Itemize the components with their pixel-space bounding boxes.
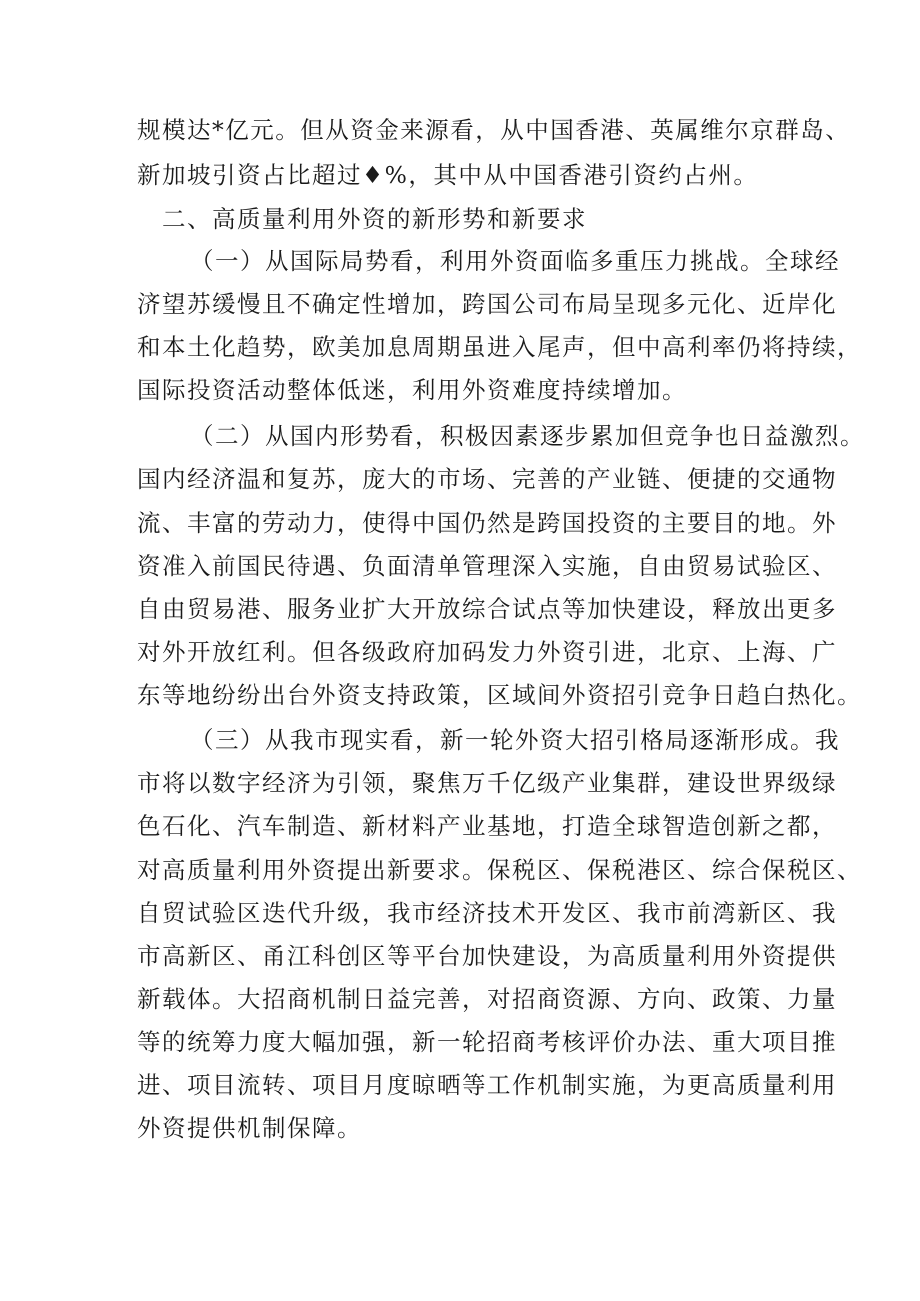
text-line-18: 对高质量利用外资提出新要求。保税区、保税港区、综合保税区、 bbox=[137, 856, 862, 884]
text-line-21: 新载体。大招商机制日益完善，对招商资源、方向、政策、力量 bbox=[137, 985, 837, 1013]
text-line-20: 市高新区、甬江科创区等平台加快建设，为高质量利用外资提供 bbox=[137, 942, 837, 970]
text-line-14: 东等地纷纷出台外资支持政策，区域间外资招引竞争日趋白热化。 bbox=[137, 681, 862, 709]
text-line-6: 和本土化趋势，欧美加息周期虽进入尾声，但中高利率仍将持续， bbox=[137, 333, 862, 361]
text-line-8: （二）从国内形势看，积极因素逐步累加但竞争也日益激烈。 bbox=[190, 422, 865, 450]
text-line-5: 济望苏缓慢且不确定性增加，跨国公司布局呈现多元化、近岸化 bbox=[137, 290, 837, 318]
text-line-2: 新加坡引资占比超过♦%，其中从中国香港引资约占州。 bbox=[137, 161, 759, 189]
text-line-7: 国际投资活动整体低迷，利用外资难度持续增加。 bbox=[137, 376, 687, 404]
text-line-11: 资准入前国民待遇、负面清单管理深入实施，自由贸易试验区、 bbox=[137, 552, 837, 580]
text-line-13: 对外开放红利。但各级政府加码发力外资引进，北京、上海、广 bbox=[137, 638, 837, 666]
text-line-15: （三）从我市现实看，新一轮外资大招引格局逐渐形成。我 bbox=[190, 726, 840, 754]
text-line-9: 国内经济温和复苏，庞大的市场、完善的产业链、便捷的交通物 bbox=[137, 465, 837, 493]
text-line-1: 规模达*亿元。但从资金来源看，从中国香港、英属维尔京群岛、 bbox=[137, 116, 851, 144]
text-line-23: 进、项目流转、项目月度晾晒等工作机制实施，为更高质量利用 bbox=[137, 1071, 837, 1099]
text-line-4: （一）从国际局势看，利用外资面临多重压力挑战。全球经 bbox=[190, 247, 840, 275]
text-line-19: 自贸试验区迭代升级，我市经济技术开发区、我市前湾新区、我 bbox=[137, 899, 837, 927]
text-line-24: 外资提供机制保障。 bbox=[137, 1114, 362, 1142]
section-heading: 二、高质量利用外资的新形势和新要求 bbox=[162, 205, 587, 233]
text-line-16: 市将以数字经济为引领，聚焦万千亿级产业集群，建设世界级绿 bbox=[137, 769, 837, 797]
text-line-22: 等的统筹力度大幅加强，新一轮招商考核评价办法、重大项目推 bbox=[137, 1028, 837, 1056]
text-line-10: 流、丰富的劳动力，使得中国仍然是跨国投资的主要目的地。外 bbox=[137, 509, 837, 537]
text-line-17: 色石化、汽车制造、新材料产业基地，打造全球智造创新之都， bbox=[137, 812, 837, 840]
text-line-12: 自由贸易港、服务业扩大开放综合试点等加快建设，释放出更多 bbox=[137, 595, 837, 623]
